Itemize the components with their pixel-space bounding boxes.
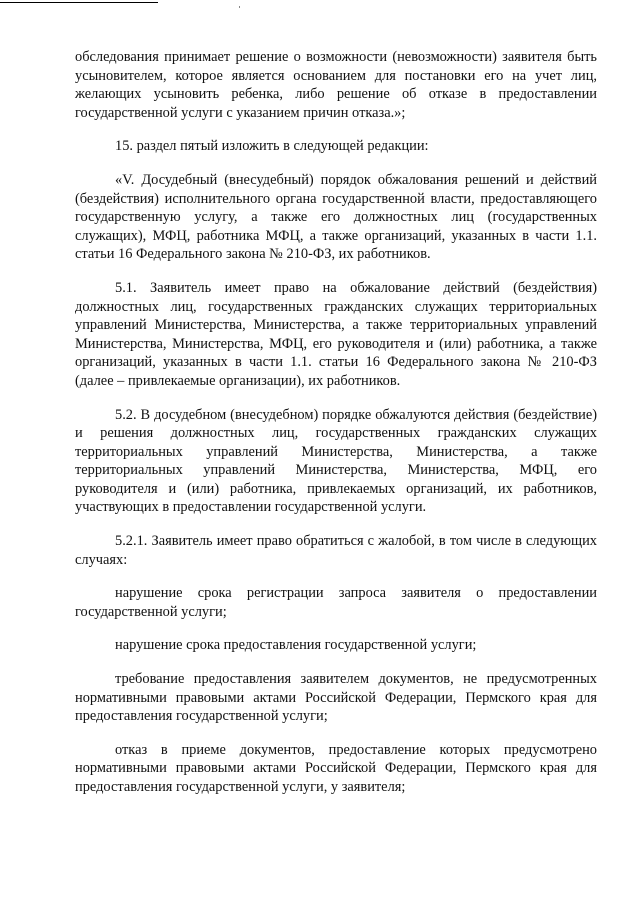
paragraph-section-v-title: «V. Досудебный (внесудебный) порядок обжалования решений и действий (бездействия) исполнительного органа государственной власти, предоставляющего государственную услугу, а также его должностных лиц (государственных служащих), МФЦ, работника МФЦ, а также организаций, указанных в части 1.1. статьи 16 Федерального закона № 210-ФЗ, их работников. <box>75 171 597 263</box>
list-item-documents-requirement: требование предоставления заявителем документов, не предусмотренных нормативными правовыми актами Российской Федерации, Пермского края для предоставления государственной услуги; <box>75 671 597 725</box>
scan-corner-line <box>0 2 158 3</box>
list-item-registration-violation: нарушение срока регистрации запроса заявителя о предоставлении государственной услуги; <box>75 585 597 620</box>
paragraph-continuation: обследования принимает решение о возможности (невозможности) заявителя быть усыновителем, которое является основанием для постановки его на учет лиц, желающих усыновить ребенка, либо решение об отказе в предоставлении государственной услуги с указанием причин отказа.»; <box>75 49 597 121</box>
paragraph-5-2: 5.2. В досудебном (внесудебном) порядке обжалуются действия (бездействие) и решения должностных лиц, государственных гражданских служащих территориальных управлений Министерства, Министерства, а также территориальных управлений Министерства, Министерства, МФЦ, его руководителя и (или) работника, привлекаемых организаций, их работников, участвующих в предоставлении государственной услуги. <box>75 406 597 516</box>
list-item-deadline-violation: нарушение срока предоставления государственной услуги; <box>115 637 477 654</box>
paragraph-5-2-1: 5.2.1. Заявитель имеет право обратиться с жалобой, в том числе в следующих случаях: <box>75 533 597 568</box>
paragraph-5-1: 5.1. Заявитель имеет право на обжалование действий (бездействия) должностных лиц, государственных гражданских служащих территориальных управлений Министерства, Министерства, а также территориальных управлений Министерства, Министерства, МФЦ, его руководителя и (или) работника, а также организаций, указанных в части 1.1. статьи 16 Федерального закона № 210-ФЗ (далее – привлекаемые организации), их работников. <box>75 279 597 389</box>
paragraph-item-15: 15. раздел пятый изложить в следующей редакции: <box>115 138 429 155</box>
document-body <box>75 48 597 812</box>
list-item-documents-refusal: отказ в приеме документов, предоставление которых предусмотрено нормативными правовыми актами Российской Федерации, Пермского края для предоставления государственной услуги, у заявителя; <box>75 741 597 795</box>
scan-artifact-dot <box>239 6 240 8</box>
